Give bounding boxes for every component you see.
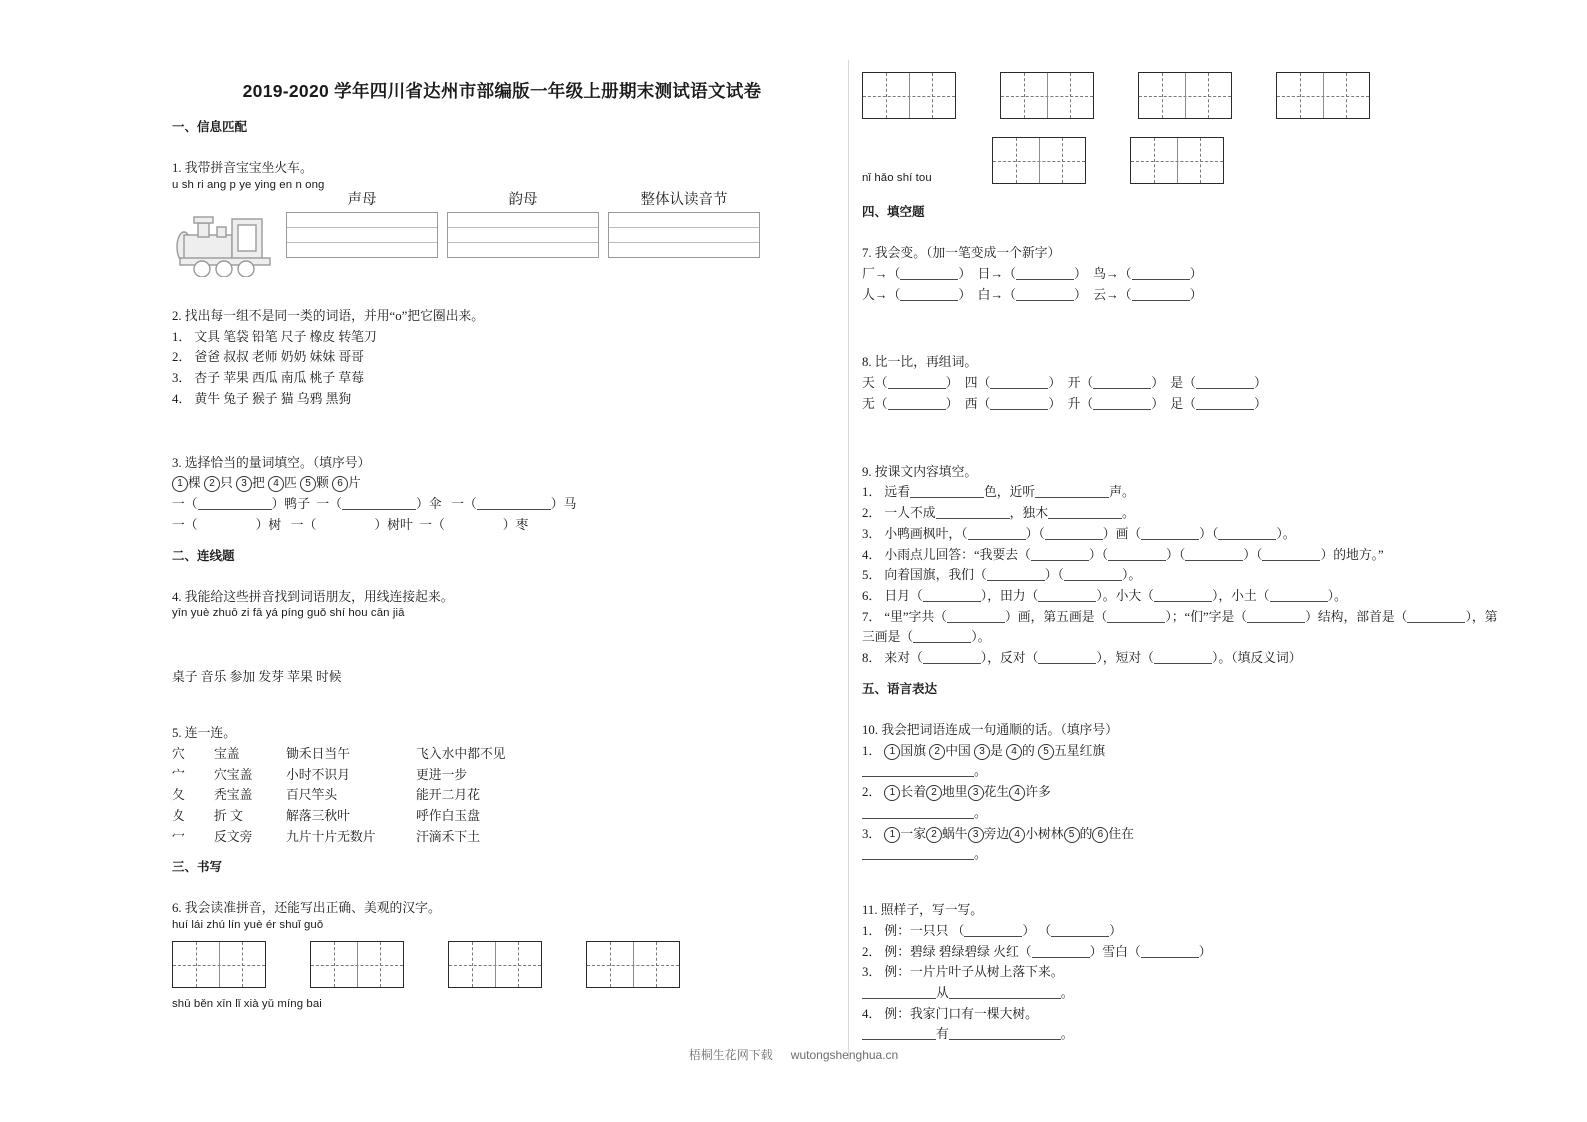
match-row-1[interactable] [172, 744, 832, 765]
q9-i3-d: ）（ [1199, 526, 1219, 541]
blank-q9-19[interactable] [947, 622, 1005, 623]
option-word-6: 片 [348, 476, 361, 491]
page-title: 2019-2020 学年四川省达州市部编版一年级上册期末测试语文试卷 [242, 81, 762, 101]
q9-i3-a: 3． 小鸭画枫叶，（ [862, 526, 968, 541]
q10-word: 小树林 [1025, 826, 1064, 841]
poem-line-a-1: 锄禾日当午 [286, 746, 350, 761]
blank-q9-9[interactable] [1031, 560, 1089, 561]
q9-i7-e: ），第 [1465, 609, 1498, 624]
q8-char-1: 天 [862, 376, 875, 391]
question-3-prompt: 3. 选择恰当的量词填空。（填序号） [172, 455, 371, 470]
section-heading-2: 二、连线题 [172, 548, 235, 563]
footer-site-name: 梧桐生花网下载 [688, 1048, 773, 1062]
blank-q10-1[interactable] [862, 776, 974, 777]
q10-num: 6 [1092, 827, 1108, 843]
question-10-answer-3: 。 [862, 844, 1522, 865]
q8-char-6: 西 [964, 396, 978, 411]
q10-num: 5 [1038, 744, 1054, 760]
column-divider [848, 60, 849, 1060]
radical-name-2: 穴宝盖 [214, 767, 253, 782]
q9-i3-e: ）。 [1276, 526, 1296, 541]
q11-i1-a: 1． 例：一只只 （ [862, 923, 965, 938]
q7-char-1: 厂 [862, 266, 875, 281]
q9-i4-b: ）（ [1088, 547, 1109, 562]
q10-label-3: 3． [862, 826, 882, 841]
question-9-item-2 [862, 503, 1522, 524]
question-10-item-1 [862, 741, 1522, 762]
q8-char-5: 无 [862, 396, 875, 411]
q10-num: 5 [1064, 827, 1080, 843]
tianzige-box[interactable] [172, 941, 266, 988]
q9-i4-e: ）的地方。” [1320, 547, 1384, 562]
train-icon [172, 211, 280, 277]
question-10-item-3 [862, 824, 1522, 845]
blank-q9-2[interactable] [1035, 497, 1109, 498]
q9-i7-b: ）画，第五画是（ [1004, 609, 1108, 624]
writing-grid-row-2 [862, 72, 1522, 119]
pinyin-col-yunmu [447, 191, 599, 258]
question-9-item-4 [862, 545, 1522, 566]
question-11-item-2 [862, 942, 1522, 963]
q10-num: 4 [1009, 785, 1025, 801]
question-9-item-7 [862, 607, 1522, 628]
poem-line-b-1: 飞入水中都不见 [416, 746, 506, 761]
poem-line-b-3: 能开二月花 [416, 788, 480, 803]
q9-i4-c: ）（ [1166, 547, 1186, 562]
q7-char-2: 日 [977, 266, 991, 281]
blank-q9-4[interactable] [1048, 518, 1122, 519]
q10-word: 的 [1079, 826, 1093, 841]
radical-name-3: 秃宝盖 [214, 788, 253, 803]
answer-box-zhengti[interactable] [608, 212, 760, 258]
blank-q9-13[interactable] [987, 580, 1045, 581]
blank-q8-8[interactable] [1196, 409, 1254, 410]
radical-name-1: 宝盖 [214, 746, 240, 761]
question-7-row-2: 人→（ ） 白→（ ） 云→（ ） [862, 287, 1203, 302]
question-3-options [172, 473, 832, 494]
q10-word: 花生 [983, 785, 1010, 800]
q9-i1-b: 色，近听 [984, 485, 1036, 500]
blank-q9-8[interactable] [1218, 539, 1276, 540]
option-num-6: 6 [332, 476, 348, 492]
q7-char-5: 白 [977, 287, 991, 302]
question-8-row-2: 无（ ） 西（ ） 升（ ） 足（ ） [862, 396, 1267, 411]
q11-i1-b: ） （ [1022, 923, 1052, 938]
blank-q10-3[interactable] [862, 859, 974, 860]
question-4-prompt: 4. 我能给这些拼音找到词语朋友，用线连接起来。 [172, 589, 454, 604]
q10-num: 3 [968, 785, 984, 801]
q10-num: 2 [929, 744, 945, 760]
option-num-4: 4 [268, 476, 284, 492]
footer-site-url: wutongshenghua.cn [790, 1048, 899, 1062]
question-9-item-1 [862, 482, 1522, 503]
q9-i8-b: ），反对（ [980, 651, 1039, 666]
q10-word: 中国 [945, 743, 971, 758]
blank-q9-7[interactable] [1141, 539, 1199, 540]
q9-i2-a: 2． 一人不成 [862, 506, 936, 521]
blank-q8-7[interactable] [1093, 409, 1151, 410]
blank-q3-1[interactable] [198, 509, 272, 510]
q10-word: 住在 [1108, 826, 1134, 841]
pinyin-classify-table [286, 191, 760, 258]
question-6-pinyin-row-2: shū běn xīn lǐ xià yǔ míng bai [172, 998, 322, 1011]
blank-q3-2[interactable] [342, 509, 416, 510]
q10-label-1: 1． [862, 743, 882, 758]
blank-q9-17[interactable] [1154, 601, 1212, 602]
question-11-item-1 [862, 921, 1522, 942]
q3-r1-w1: 鸭子 [284, 497, 310, 512]
blank-q8-4[interactable] [1196, 388, 1254, 389]
blank-q9-24[interactable] [923, 663, 981, 664]
q9-i6-d: ），小土（ [1211, 588, 1270, 603]
q10-num: 3 [968, 827, 984, 843]
q9-i8-d: ）。（填反义词） [1211, 651, 1302, 666]
question-6-prompt: 6. 我会读准拼音，还能写出正确、美观的汉字。 [172, 901, 441, 916]
q9-i6-b: ），田力（ [980, 588, 1039, 603]
poem-line-b-4: 呼作白玉盘 [416, 809, 480, 824]
tianzige-box[interactable] [1130, 137, 1224, 184]
blank-q7-5[interactable] [1016, 300, 1074, 301]
question-6-pinyin-row-1: huí lái zhú lín yuè ér shuǐ guǒ [172, 919, 324, 932]
col-header-zhengti: 整体认读音节 [640, 191, 728, 208]
option-num-3: 3 [236, 476, 252, 492]
q9-i4-d: ）（ [1243, 547, 1263, 562]
q11-i1-c: ） [1109, 923, 1122, 938]
q10-word: 一家 [900, 826, 926, 841]
q9-i7-g: ）。 [971, 630, 991, 645]
q9-i3-b: ）（ [1025, 526, 1045, 541]
q7-char-4: 人 [862, 287, 875, 302]
blank-q7-4[interactable] [900, 300, 958, 301]
blank-q11-2[interactable] [1051, 936, 1109, 937]
q10-num: 4 [1009, 827, 1025, 843]
radical-name-4: 折 文 [214, 809, 243, 824]
q10-num: 2 [926, 827, 942, 843]
radical-1: 穴 [172, 746, 185, 761]
question-10-item-2 [862, 782, 1522, 803]
match-row-2[interactable] [172, 765, 832, 786]
blank-q9-14[interactable] [1064, 580, 1122, 581]
blank-q11-8[interactable] [949, 1039, 1061, 1040]
q10-num: 2 [926, 785, 942, 801]
question-2-item-2: 2． 爸爸 叔叔 老师 奶奶 妹妹 哥哥 [172, 350, 364, 365]
q9-i8-c: ），短对（ [1096, 651, 1154, 666]
q10-word: 五星红旗 [1054, 743, 1106, 758]
right-column [862, 72, 1522, 1045]
option-word-3: 把 [252, 476, 265, 491]
q3-r2-w1: 树 [268, 517, 282, 532]
section-heading-4: 四、填空题 [862, 205, 925, 219]
question-11-item-4: 4． 例：我家门口有一棵大树。 [862, 1006, 1038, 1021]
question-9-item-8 [862, 648, 1522, 669]
pinyin-col-zhengti [608, 191, 760, 258]
col-header-shengmu: 声母 [347, 191, 377, 208]
poem-line-a-2: 小时不识月 [286, 767, 350, 782]
question-9-item-3 [862, 524, 1522, 545]
q11-i3-mid: 从 [936, 985, 949, 1000]
blank-q11-6[interactable] [949, 998, 1061, 999]
q10-label-2: 2． [862, 785, 882, 800]
q10-word: 蜗牛 [942, 826, 968, 841]
poem-line-b-2: 更进一步 [416, 767, 468, 782]
blank-q11-1[interactable] [964, 936, 1022, 937]
blank-q3-3[interactable] [477, 509, 551, 510]
answer-box-yunmu[interactable] [447, 212, 599, 258]
tianzige-box[interactable] [1138, 72, 1232, 119]
radical-5: 冖 [172, 829, 185, 844]
blank-q8-5[interactable] [888, 409, 946, 410]
blank-q9-25[interactable] [1038, 663, 1096, 664]
q11-i2-a: 2． 例：碧绿 碧绿碧绿 火红（ [862, 944, 1032, 959]
question-11-answer-3 [862, 983, 1522, 1004]
q11-i3-end: 。 [1060, 985, 1074, 1000]
option-word-5: 颗 [316, 476, 329, 491]
q9-i7-f: 三画是（ [862, 630, 914, 645]
q3-r1-w2: 伞 [428, 497, 442, 512]
option-word-1: 棵 [188, 476, 201, 491]
blank-q8-2[interactable] [990, 388, 1048, 389]
q11-i2-c: ） [1198, 944, 1212, 959]
q9-i6-a: 6． 日月（ [862, 588, 923, 603]
blank-q7-3[interactable] [1132, 279, 1190, 280]
blank-q8-6[interactable] [990, 409, 1048, 410]
q10-word: 长着 [900, 785, 926, 800]
q9-i8-a: 8． 来对（ [862, 651, 923, 666]
question-6-pinyin-row-3: nǐ hǎo shí tou [862, 172, 932, 184]
blank-q9-21[interactable] [1247, 622, 1305, 623]
question-5-matching [172, 744, 832, 848]
section-heading-5: 五、语言表达 [862, 681, 938, 696]
q9-i5-a: 5． 向着国旗，我们（ [862, 568, 987, 583]
blank-q11-3[interactable] [1032, 957, 1090, 958]
q9-i5-b: ）（ [1044, 568, 1064, 583]
q9-i5-c: ）。 [1121, 568, 1142, 583]
q9-i1-a: 1． 远看 [862, 485, 910, 500]
blank-q11-7[interactable] [862, 1039, 936, 1040]
question-2-item-3: 3． 杏子 苹果 西瓜 南瓜 桃子 草莓 [172, 371, 364, 386]
blank-q7-6[interactable] [1132, 300, 1190, 301]
q9-i1-c: 声。 [1109, 485, 1135, 500]
question-10-answer-2: 。 [862, 803, 1522, 824]
option-num-5: 5 [300, 476, 316, 492]
blank-q10-2[interactable] [862, 818, 974, 819]
q7-char-6: 云 [1093, 287, 1106, 302]
blank-q9-5[interactable] [968, 539, 1026, 540]
q10-word: 国旗 [900, 743, 926, 758]
blank-q9-18[interactable] [1270, 601, 1328, 602]
question-1-pinyin: u sh ri ang p ye ying en n ong [172, 178, 325, 191]
answer-box-shengmu[interactable] [286, 212, 438, 258]
poem-line-a-3: 百尺竿头 [286, 788, 338, 803]
tianzige-box[interactable] [862, 72, 956, 119]
blank-q9-10[interactable] [1108, 560, 1166, 561]
writing-grid-row-3 [862, 137, 1522, 184]
question-9-item-5 [862, 565, 1522, 586]
tianzige-box[interactable] [310, 941, 404, 988]
tianzige-box[interactable] [448, 941, 542, 988]
question-9-prompt: 9. 按课文内容填空。 [862, 464, 978, 479]
radical-2: 宀 [172, 767, 185, 782]
radical-name-5: 反文旁 [214, 829, 253, 844]
q3-r2-w2: 树叶 [387, 517, 413, 532]
question-11-item-3: 3． 例：一片片叶子从树上落下来。 [862, 965, 1064, 980]
q10-word: 的 [1022, 743, 1035, 758]
q9-i6-e: ）。 [1327, 588, 1347, 603]
q10-word: 旁边 [983, 826, 1010, 841]
option-num-2: 2 [204, 476, 220, 492]
q11-i2-b: ）雪白（ [1089, 944, 1141, 959]
q3-r2-w3: 枣 [515, 517, 529, 532]
q9-i7-d: ）结构，部首是（ [1305, 609, 1408, 624]
q10-num: 3 [974, 744, 990, 760]
match-row-5[interactable] [172, 827, 832, 848]
poem-line-b-5: 汗滴禾下土 [416, 829, 480, 844]
q8-char-2: 四 [964, 376, 978, 391]
blank-q8-1[interactable] [888, 388, 946, 389]
question-10-answer-1: 。 [862, 761, 1522, 782]
pinyin-col-shengmu [286, 191, 438, 258]
tianzige-box[interactable] [586, 941, 680, 988]
q10-word: 是 [990, 743, 1003, 758]
q10-num: 1 [884, 744, 900, 760]
q9-i7-a: 7． “里”字共（ [862, 609, 947, 624]
radical-4: 夊 [172, 809, 185, 824]
blank-q7-2[interactable] [1016, 279, 1074, 280]
question-8-prompt: 8. 比一比，再组词。 [862, 355, 978, 370]
blank-q11-4[interactable] [1141, 957, 1199, 958]
blank-q9-6[interactable] [1045, 539, 1103, 540]
q9-i2-b: ，独木 [1009, 506, 1048, 521]
writing-grid-row-1 [172, 941, 832, 988]
q9-i3-c: ）画（ [1102, 526, 1142, 541]
question-5-prompt: 5. 连一连。 [172, 726, 236, 741]
question-11-answer-4 [862, 1024, 1522, 1045]
blank-q9-12[interactable] [1262, 560, 1320, 561]
option-word-2: 只 [220, 476, 233, 491]
q9-i2-c: 。 [1121, 506, 1135, 521]
poem-line-a-5: 九片十片无数片 [286, 829, 376, 844]
blank-q9-15[interactable] [923, 601, 981, 602]
question-1-body [172, 191, 832, 277]
q7-char-3: 鸟 [1093, 266, 1106, 281]
blank-q9-23[interactable] [913, 642, 971, 643]
q10-word: 地里 [942, 785, 968, 800]
q8-char-4: 是 [1170, 376, 1184, 391]
col-header-yunmu: 韵母 [508, 191, 538, 208]
question-4-words: 桌子 音乐 参加 发芽 苹果 时候 [172, 670, 342, 685]
match-row-4[interactable] [172, 806, 832, 827]
question-3-row-1: 一（ ）鸭子 一（ ）伞 一（ ）马 [172, 497, 577, 512]
question-2-item-4: 4． 黄牛 兔子 猴子 猫 乌鸦 黑狗 [172, 391, 352, 406]
q10-num: 1 [884, 785, 900, 801]
q8-char-8: 足 [1170, 396, 1184, 411]
q10-num: 4 [1006, 744, 1022, 760]
blank-q7-1[interactable] [900, 279, 958, 280]
q9-i4-a: 4． 小雨点儿回答：“我要去（ [862, 547, 1031, 562]
left-column [172, 78, 832, 1010]
tianzige-box[interactable] [992, 137, 1086, 184]
blank-q9-22[interactable] [1407, 622, 1465, 623]
option-num-1: 1 [172, 476, 188, 492]
blank-q9-3[interactable] [936, 518, 1010, 519]
q10-word: 许多 [1025, 785, 1051, 800]
question-7-row-1: 厂→（ ） 日→（ ） 鸟→（ ） [862, 266, 1203, 281]
section-heading-3: 三、书写 [172, 860, 223, 875]
question-1-prompt: 1. 我带拼音宝宝坐火车。 [172, 161, 313, 175]
footer-watermark [0, 1046, 1587, 1063]
blank-q9-26[interactable] [1154, 663, 1212, 664]
question-11-prompt: 11. 照样子，写一写。 [862, 902, 984, 917]
blank-q9-16[interactable] [1038, 601, 1096, 602]
blank-q11-5[interactable] [862, 998, 936, 999]
q11-i4-mid: 有 [936, 1027, 949, 1042]
tianzige-box[interactable] [1276, 72, 1370, 119]
q9-i7-c: ）；“们”字是（ [1165, 609, 1248, 624]
tianzige-box[interactable] [1000, 72, 1094, 119]
question-2-prompt: 2. 找出每一组不是同一类的词语，并用“o”把它圈出来。 [172, 308, 485, 323]
question-7-prompt: 7. 我会变。（加一笔变成一个新字） [862, 246, 1061, 260]
q9-i6-c: ）。小大（ [1096, 588, 1154, 603]
poem-line-a-4: 解落三秋叶 [286, 809, 350, 824]
question-10-prompt: 10. 我会把词语连成一句通顺的话。（填序号） [862, 722, 1118, 737]
blank-q9-11[interactable] [1185, 560, 1243, 561]
match-row-3[interactable] [172, 785, 832, 806]
q8-char-3: 开 [1067, 376, 1081, 391]
option-word-4: 匹 [284, 476, 297, 491]
blank-q8-3[interactable] [1093, 388, 1151, 389]
question-9-item-7-cont [862, 627, 1522, 648]
question-3-row-2: 一（ ）树 一（ ）树叶 一（ ）枣 [172, 517, 529, 532]
question-9-item-6 [862, 586, 1522, 607]
q10-num: 1 [884, 827, 900, 843]
blank-q9-1[interactable] [910, 497, 984, 498]
question-2-item-1: 1． 文具 笔袋 铅笔 尺子 橡皮 转笔刀 [172, 329, 377, 344]
q11-i4-end: 。 [1060, 1027, 1074, 1042]
question-8-row-1: 天（ ） 四（ ） 开（ ） 是（ ） [862, 376, 1267, 391]
question-4-pinyin: yīn yuè zhuō zi fā yá píng guǒ shí hou cān jiā [172, 607, 405, 620]
radical-3: 夂 [172, 788, 185, 803]
section-heading-1: 一、信息匹配 [172, 120, 248, 134]
q8-char-7: 升 [1067, 396, 1081, 411]
blank-q9-20[interactable] [1107, 622, 1165, 623]
q3-r1-w3: 马 [563, 497, 577, 512]
